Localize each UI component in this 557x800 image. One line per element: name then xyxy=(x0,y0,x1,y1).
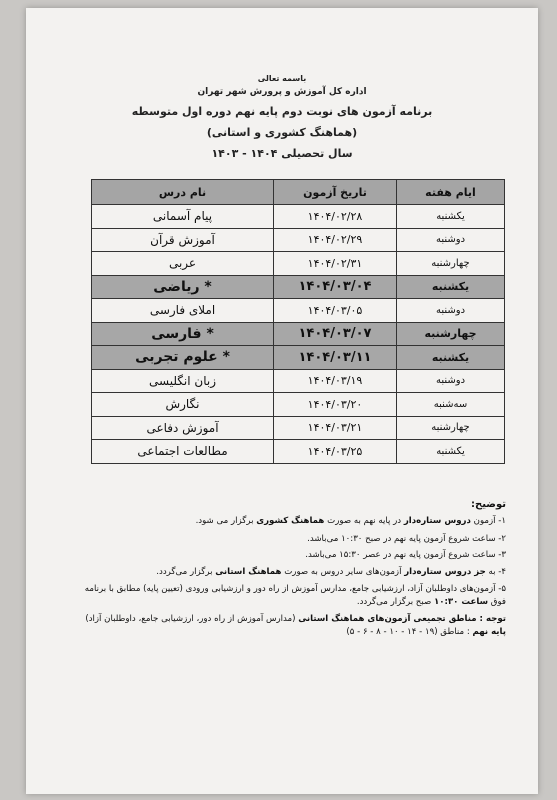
note-4-text: ۴- به xyxy=(485,566,506,577)
cell-day: دوشنبه xyxy=(397,369,505,393)
cell-day: یکشنبه xyxy=(397,205,505,229)
table-row xyxy=(92,416,505,440)
note-4-emphasis: هماهنگ استانی xyxy=(215,566,282,577)
table-row xyxy=(92,393,505,417)
cell-day: یکشنبه xyxy=(397,275,505,299)
table-row xyxy=(92,252,505,276)
organization-name: اداره کل آموزش و پرورش شهر تهران xyxy=(197,87,367,97)
cell-date: ۱۴۰۴/۰۲/۲۸ xyxy=(274,205,397,229)
table-row xyxy=(92,299,505,323)
cell-subject: زبان انگلیسی xyxy=(92,369,274,393)
table-row xyxy=(92,275,505,299)
cell-date: ۱۴۰۴/۰۳/۲۰ xyxy=(274,393,397,417)
document-title: برنامه آزمون های نوبت دوم پایه نهم دوره اول متوسطه xyxy=(131,105,433,118)
cell-day: یکشنبه xyxy=(397,440,505,464)
cell-day: چهارشنبه xyxy=(397,416,505,440)
cell-date: ۱۴۰۴/۰۲/۲۹ xyxy=(274,228,397,252)
table-row xyxy=(92,346,505,370)
cell-subject: * فارسی xyxy=(92,322,274,346)
cell-day: سه‌شنبه xyxy=(397,393,505,417)
document-page xyxy=(26,8,538,794)
note-item-1 xyxy=(84,515,506,528)
note-5-emphasis: ساعت ۱۰:۳۰ xyxy=(433,596,489,607)
note-item-4 xyxy=(84,566,506,579)
cell-day: دوشنبه xyxy=(397,299,505,323)
table-body xyxy=(92,205,505,464)
table-row xyxy=(92,322,505,346)
attention-grade: پایه نهم xyxy=(472,627,506,637)
note-1-emphasis: هماهنگ کشوری xyxy=(256,516,325,526)
note-item-2: ۲- ساعت شروع آزمون پایه نهم در صبح ۱۰:۳۰ می‌باشد. xyxy=(307,533,506,544)
cell-day: چهارشنبه xyxy=(397,322,505,346)
table-header-row xyxy=(92,180,505,205)
attention-note xyxy=(84,613,506,639)
note-1-text: ۱- آزمون xyxy=(470,516,506,526)
note-item-5 xyxy=(84,583,506,608)
academic-year: سال تحصیلی ۱۴۰۴ - ۱۴۰۳ xyxy=(211,147,353,160)
note-1-emphasis: دروس ستاره‌دار xyxy=(403,516,471,526)
cell-subject: آموزش قرآن xyxy=(92,228,274,252)
note-item-3: ۳- ساعت شروع آزمون پایه نهم در عصر ۱۵:۳۰ می‌باشد. xyxy=(305,550,506,560)
document-subtitle: (هماهنگ کشوری و استانی) xyxy=(206,126,358,139)
cell-date: ۱۴۰۴/۰۳/۱۱ xyxy=(274,346,397,370)
attention-text: (مدارس آموزش از راه دور، ارزشیابی جامع، داوطلبان آزاد) xyxy=(85,614,299,624)
cell-date: ۱۴۰۴/۰۳/۲۱ xyxy=(274,416,397,440)
header-day: ایام هفته xyxy=(397,180,505,205)
cell-subject: نگارش xyxy=(92,393,274,417)
note-1-text: برگزار می شود. xyxy=(195,516,257,526)
note-4-text: برگزار می‌گردد. xyxy=(156,566,216,577)
header-date: تاریخ آزمون xyxy=(274,180,397,205)
attention-regions: : مناطق (۱۹ - ۱۴ - ۱۰ - ۸ - ۶ - ۵) xyxy=(346,627,473,637)
cell-day: چهارشنبه xyxy=(397,252,505,276)
cell-date: ۱۴۰۴/۰۳/۲۵ xyxy=(274,440,397,464)
table-row xyxy=(92,205,505,229)
attention-heading: توجه : مناطق تجمیعی آزمون‌های هماهنگ استانی xyxy=(298,614,506,624)
cell-subject: مطالعات اجتماعی xyxy=(92,440,274,464)
cell-date: ۱۴۰۴/۰۳/۱۹ xyxy=(274,369,397,393)
cell-date: ۱۴۰۴/۰۲/۳۱ xyxy=(274,252,397,276)
cell-subject: املای فارسی xyxy=(92,299,274,323)
exam-schedule-table xyxy=(91,179,505,464)
cell-date: ۱۴۰۴/۰۳/۰۵ xyxy=(274,299,397,323)
cell-subject: * علوم تجربی xyxy=(92,346,274,370)
note-4-emphasis: جز دروس ستاره‌دار xyxy=(404,566,486,577)
note-5-text: ۵- آزمون‌های داوطلبان آزاد، ارزشیابی جامع، مدارس آموزش از راه دور و ارزشیابی ورودی (تعیین پایه) مطابق با برنامه فوق xyxy=(84,584,506,607)
cell-subject: آموزش دفاعی xyxy=(92,416,274,440)
cell-subject: عربی xyxy=(92,252,274,276)
notes-section xyxy=(84,499,506,639)
note-4-text: آزمون‌های سایر دروس به صورت xyxy=(281,566,405,577)
cell-day: دوشنبه xyxy=(397,228,505,252)
basmala-text: باسمه تعالی xyxy=(257,74,307,83)
table-row xyxy=(92,440,505,464)
notes-title: توضیح: xyxy=(471,499,506,510)
table-row xyxy=(92,369,505,393)
cell-subject: * ریاضی xyxy=(92,275,274,299)
note-1-text: در پایه نهم به صورت xyxy=(324,516,404,526)
cell-day: یکشنبه xyxy=(397,346,505,370)
cell-date: ۱۴۰۴/۰۳/۰۴ xyxy=(274,275,397,299)
table-row xyxy=(92,228,505,252)
note-5-text: صبح برگزار می‌گردد. xyxy=(356,596,434,607)
header-subject: نام درس xyxy=(92,180,274,205)
document-header xyxy=(26,74,538,160)
cell-date: ۱۴۰۴/۰۳/۰۷ xyxy=(274,322,397,346)
cell-subject: پیام آسمانی xyxy=(92,205,274,229)
